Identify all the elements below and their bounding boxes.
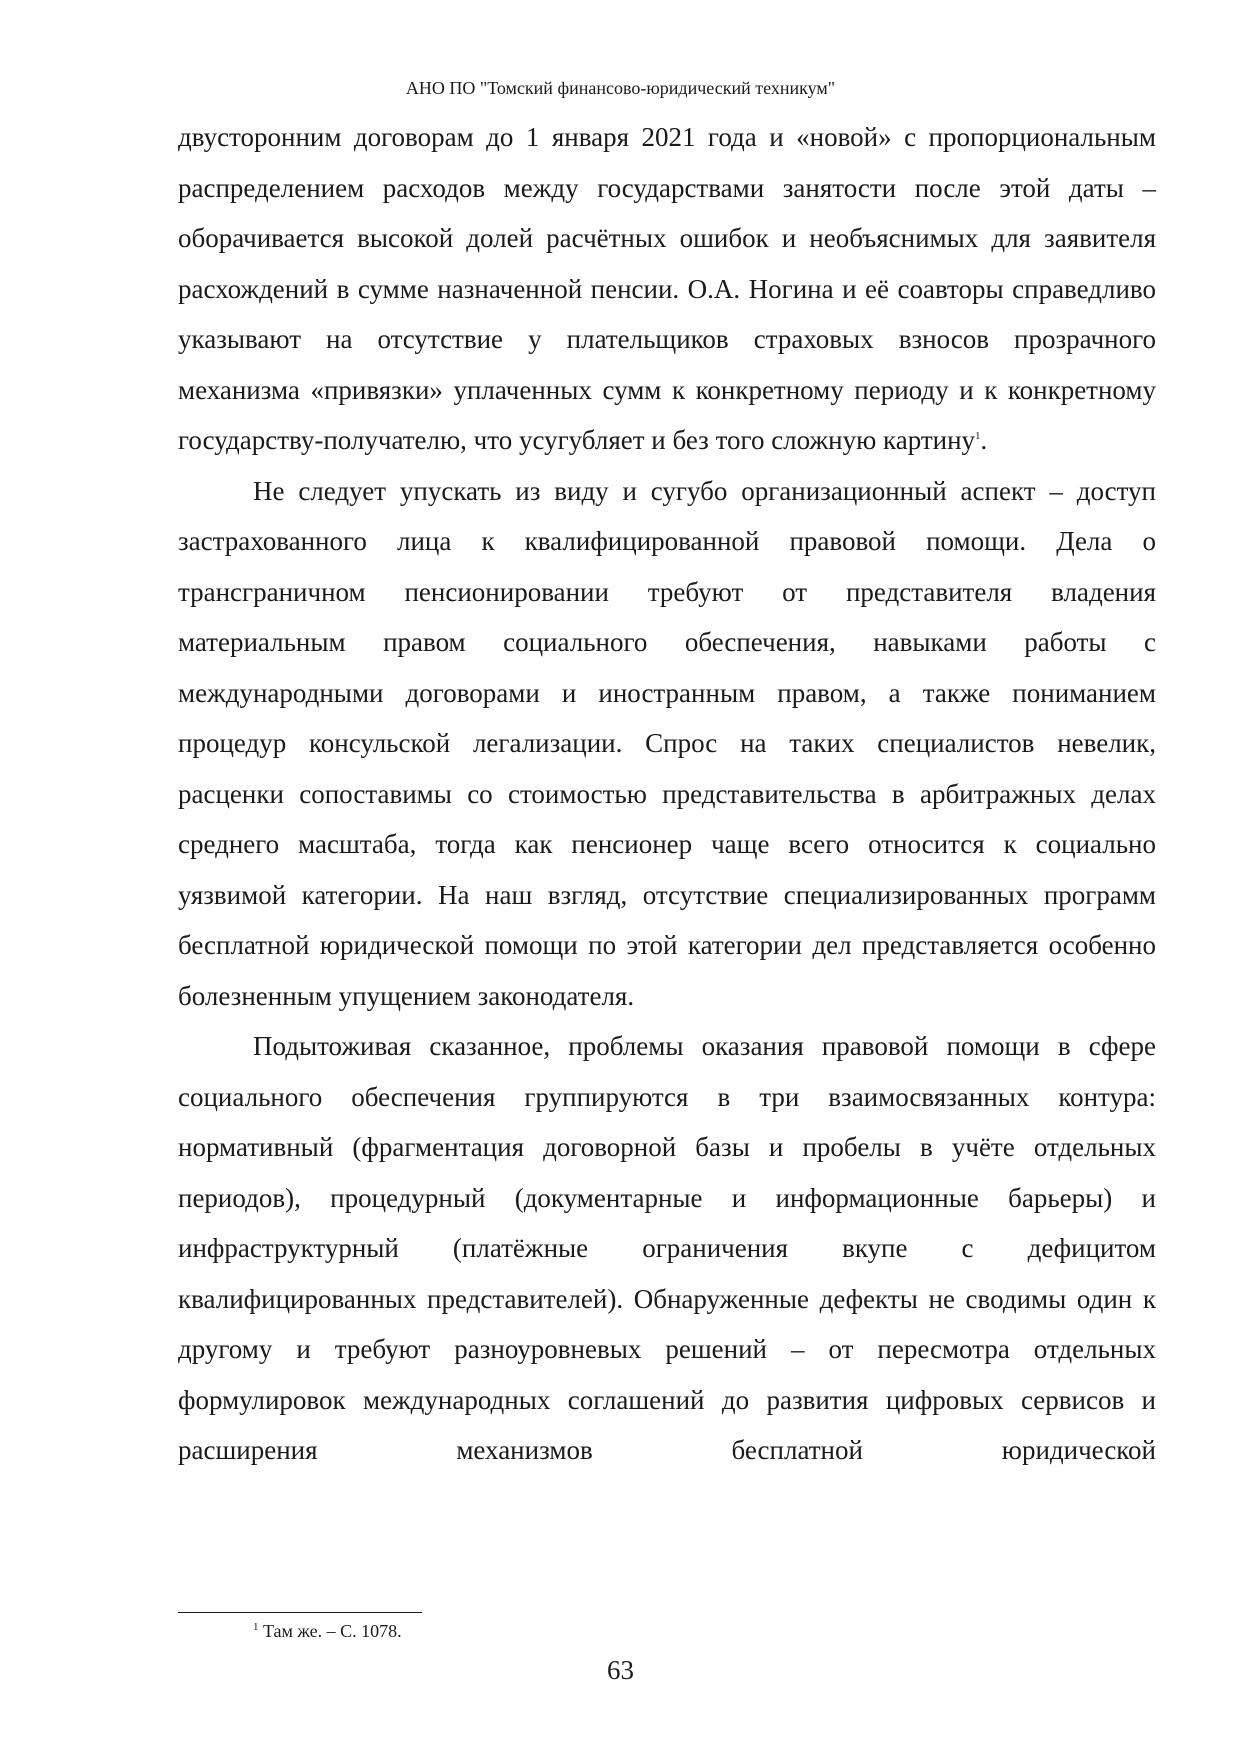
footnote-reference[interactable]: 1	[975, 430, 981, 442]
paragraph-1-text: двусторонним договорам до 1 января 2021 года и «новой» с пропорциональным распределением расходов между государствами занятости после этой даты – оборачивается высокой долей расчётных ошибок и необъяснимых для заявителя расхождений в сумме назначенной пенсии. О.А. Ногина и её соавторы справедливо указывают на отсутствие у плательщиков страховых взносов прозрачного механизма «привязки» уплаченных сумм к конкретному периоду и к конкретному государству-получателю, что усугубляет и без того сложную картину	[178, 122, 1156, 455]
footnote-marker: 1	[253, 1621, 259, 1633]
paragraph-1-end: .	[980, 425, 988, 455]
paragraph-continuation	[178, 112, 1156, 466]
footnote-separator	[178, 1612, 422, 1613]
footnote-text: Там же. – С. 1078.	[263, 1621, 402, 1641]
footnote	[253, 1620, 402, 1642]
paragraph-3: Подытоживая сказанное, проблемы оказания правовой помощи в сфере социального обеспечения группируются в три взаимосвязанных контура: нормативный (фрагментация договорной базы и пробелы в учёте отдельных периодов), процедурный (документарные и информационные барьеры) и инфраструктурный (платёжные ограничения вкупе с дефицитом квалифицированных представителей). Обнаруженные дефекты не сводимы один к другому и требуют разноуровневых решений – от пересмотра отдельных формулировок международных соглашений до развития цифровых сервисов и расширения механизмов бесплатной юридической	[178, 1031, 1156, 1465]
main-text	[178, 112, 1156, 1476]
paragraph-2: Не следует упускать из виду и сугубо организационный аспект – доступ застрахованного лица к квалифицированной правовой помощи. Дела о трансграничном пенсионировании требуют от представителя владения материальным правом социального обеспечения, навыками работы с международными договорами и иностранным правом, а также пониманием процедур консульской легализации. Спрос на таких специалистов невелик, расценки сопоставимы со стоимостью представительства в арбитражных делах среднего масштаба, тогда как пенсионер чаще всего относится к социально уязвимой категории. На наш взгляд, отсутствие специализированных программ бесплатной юридической помощи по этой категории дел представляется особенно болезненным упущением законодателя.	[178, 475, 1156, 1011]
running-header: АНО ПО "Томский финансово-юридический техникум"	[405, 78, 836, 98]
page-number: 63	[607, 1655, 634, 1685]
